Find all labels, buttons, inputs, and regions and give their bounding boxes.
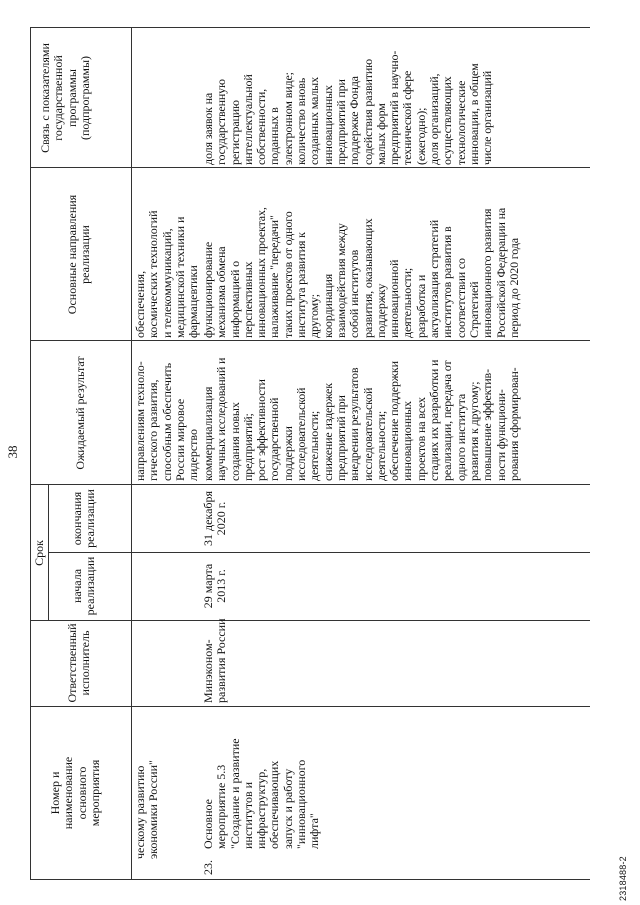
continuation-result: направлениям техноло- гического развития, способным обеспечить России мировое лидерство	[133, 361, 201, 481]
header-responsible: Ответственный исполнитель	[65, 623, 93, 703]
col-divider-4	[30, 484, 590, 485]
header-term: Срок	[32, 540, 46, 566]
col-divider-2	[30, 620, 590, 621]
header-divider	[131, 28, 132, 880]
term-subheader-divider	[48, 485, 49, 621]
page-number: 38	[5, 445, 20, 459]
header-directions: Основные направления реализации	[65, 194, 93, 315]
header-term-start: начала реализации	[70, 556, 98, 616]
row-term-end: 31 декабря 2020 г.	[201, 490, 229, 547]
row-expected-result: коммерциализация научных исследований и создания новых предприятий; рост эффективности государственной поддержки исследовательской деятельности; снижение издержек предприятий при внедрении результатов исследовательской деятельности; обеспечение поддержки инновационных проектов на всех стадиях их разработки и реализации, передача от одного института развития к другому; повышение эффектив- ности функциони- рования сформирован-	[201, 357, 521, 481]
continuation-name: ческому развитию экономики России"	[133, 760, 161, 859]
header-indicators: Связь с показателями государственной программы (подпрограммы)	[38, 43, 92, 153]
row-directions: функционирование механизма обмена информацией о перспективных инновационных проектах, налаживание "передачи" таких проектов от одного института развития к другому; координация взаимодействия между собой институтов развития, оказывающих поддержку инновационной деятельности; разработка и актуализация стратегий институтов развития в соответствии со Стратегией инновационного развития Российской Федерации на период до 2020 года	[201, 207, 521, 338]
row-indicators: доля заявок на государственную регистрацию интеллектуальной собственности, поданных в электронном виде; количество вновь созданных малых инновационных предприятий при поддержке Фонда содействия развитию малых форм предприятий в научно- технической сфере (ежегодно); доля организаций, осуществляющих технологические инновации, в общем числе организаций	[201, 50, 495, 165]
table-border-left	[30, 879, 590, 880]
header-number-name: Номер и наименование основного мероприятия	[48, 756, 102, 830]
row-responsible: Минэконом- развития России	[201, 618, 229, 703]
col-divider-5	[30, 340, 590, 341]
row-measure-name: Основное мероприятие 5.3 "Создание и развитие институтов и инфраструктур, обеспечивающих запуск и работу "инновационного лифта"	[201, 738, 322, 849]
col-divider-3	[48, 552, 590, 553]
header-result: Ожидаемый результат	[73, 356, 87, 470]
header-term-end: окончания реализации	[70, 489, 98, 548]
row-term-start: 29 марта 2013 г.	[201, 563, 229, 609]
col-divider-1	[30, 706, 590, 707]
table-border-top	[30, 28, 31, 880]
row-number: 23.	[201, 860, 215, 875]
document-code: 2318488-2	[618, 856, 628, 901]
table-border-right	[30, 27, 590, 28]
col-divider-6	[30, 167, 590, 168]
continuation-directions: обеспечения, космических технологий и телекоммуникаций, медицинской техники и фармацевтики	[133, 210, 201, 338]
